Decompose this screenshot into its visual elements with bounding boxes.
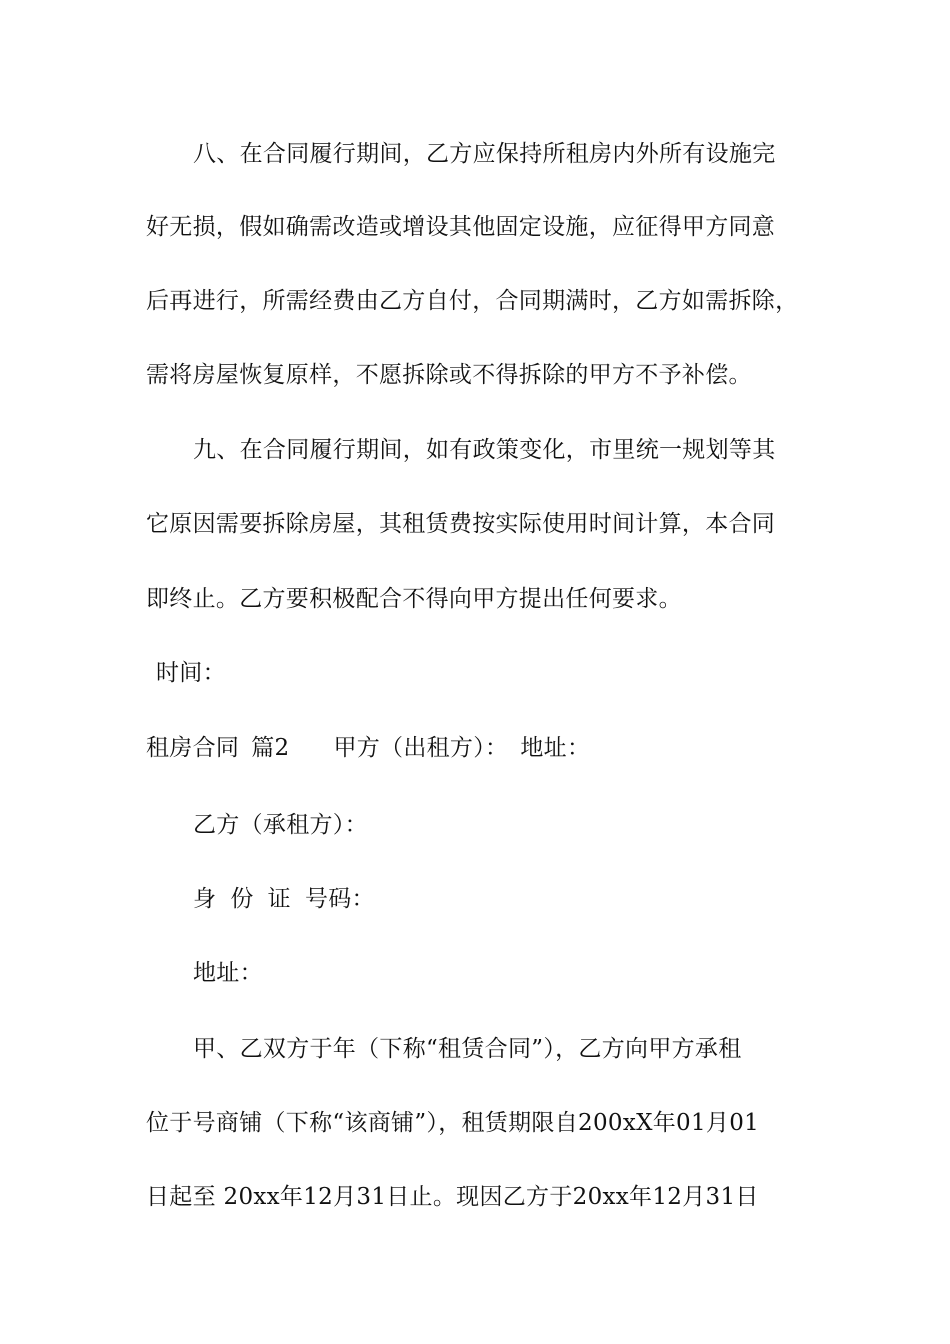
clause-8-line-2: 好无损，假如确需改造或增设其他固定设施，应征得甲方同意 bbox=[146, 214, 776, 240]
contract-body-line-3: 日起至 20xx年12月31日止。现因乙方于20xx年12月31日 bbox=[146, 1184, 759, 1210]
clause-9-line-2: 它原因需要拆除房屋，其租赁费按实际使用时间计算，本合同 bbox=[146, 511, 776, 537]
party-b-label: 乙方（承租方）： bbox=[193, 812, 368, 838]
id-char-2: 份 bbox=[230, 886, 254, 912]
contract-title: 租房合同 bbox=[146, 735, 240, 761]
id-number-label bbox=[193, 884, 389, 914]
clause-9-line-3: 即终止。乙方要积极配合不得向甲方提出任何要求。 bbox=[146, 586, 682, 612]
clause-8-line-1: 八、在合同履行期间，乙方应保持所租房内外所有设施完 bbox=[193, 141, 776, 167]
contract-body-line-1: 甲、乙双方于年（下称“租赁合同”），乙方向甲方承租 bbox=[193, 1036, 742, 1062]
clause-8-line-4: 需将房屋恢复原样，不愿拆除或不得拆除的甲方不予补偿。 bbox=[146, 362, 752, 388]
clause-9-line-1: 九、在合同履行期间，如有政策变化，市里统一规划等其 bbox=[193, 437, 776, 463]
contract-body-line-2: 位于号商铺（下称“该商铺”），租赁期限自200xX年01月01 bbox=[146, 1110, 760, 1136]
id-char-1: 身 bbox=[193, 886, 217, 912]
party-a-address-label: 地址： bbox=[520, 735, 591, 761]
id-char-3: 证 bbox=[267, 886, 291, 912]
contract-part: 篇2 bbox=[251, 735, 290, 761]
time-label: 时间： bbox=[156, 660, 226, 686]
clause-8-line-3: 后再进行，所需经费由乙方自付，合同期满时，乙方如需拆除， bbox=[146, 288, 799, 314]
party-b-address-label: 地址： bbox=[193, 960, 263, 986]
party-a-label: 甲方（出租方）： bbox=[333, 735, 509, 761]
contract-2-heading-line bbox=[146, 733, 590, 763]
id-char-4: 号码： bbox=[304, 886, 375, 912]
